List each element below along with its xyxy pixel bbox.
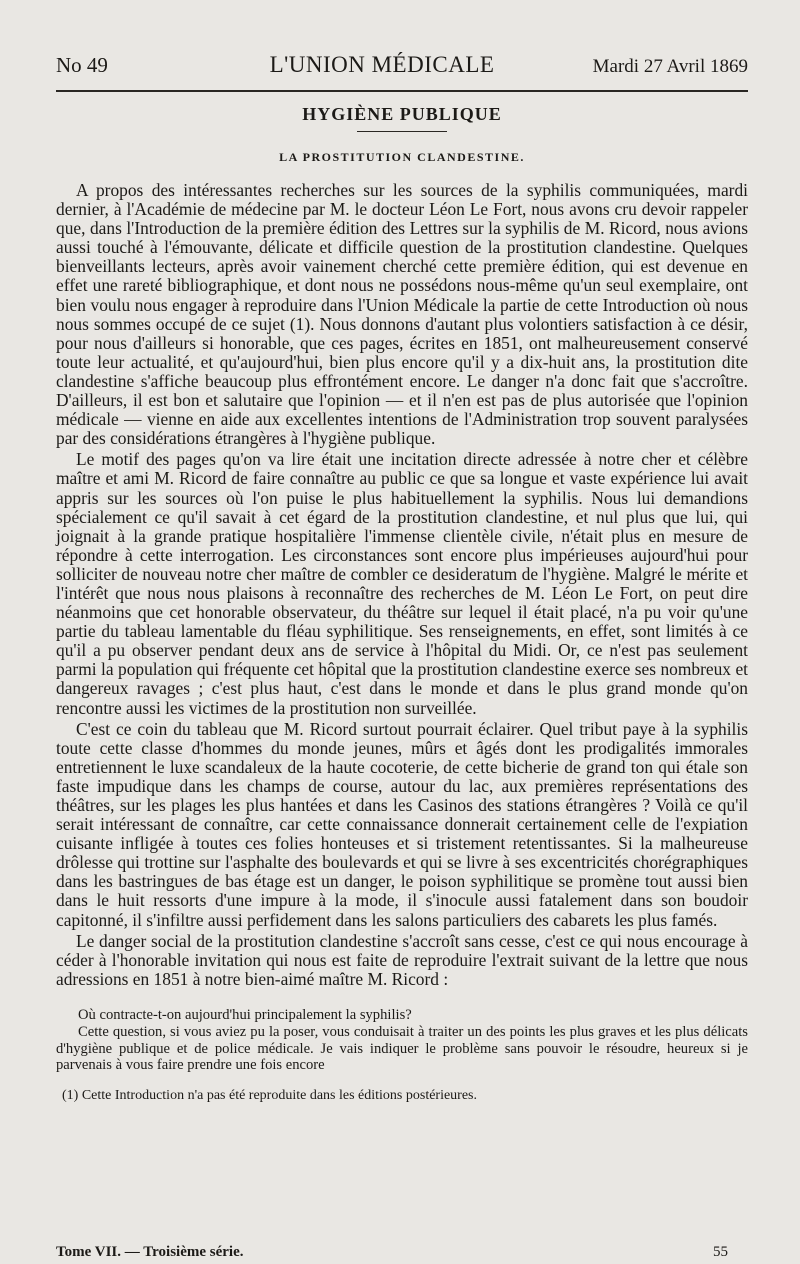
- paragraph: Le danger social de la prostitution clandestine s'accroît sans cesse, c'est ce qui nous encourage à céder à l'honorable invitation qui nous est faite de reproduire l'extrait suivant de la lettre que nous adressions en 1851 à notre bien-aimé maître M. Ricord :: [56, 930, 748, 989]
- page-footer: [0, 1244, 800, 1261]
- header-rule: [56, 90, 748, 92]
- letter-excerpt: [56, 1007, 748, 1074]
- paragraph: A propos des intéressantes recherches sur les sources de la syphilis communiquées, mardi dernier, à l'Académie de médecine par M. le docteur Léon Le Fort, nous avons cru devoir rappeler que, dans l'Introduction de la première édition des Lettres sur la syphilis de M. Ricord, nous avions aussi touché à l'émouvante, délicate et difficile question de la prostitution clandestine. Quelques bienveillants lecteurs, après avoir vainement cherché cette première édition, qui est devenue en effet une rareté bibliographique, et dont nous ne possédons nous-même qu'un seul exemplaire, ont bien voulu nous engager à reproduire dans l'Union Médicale la partie de cette Introduction où nous nous sommes occupé de ce sujet (1). Nous donnons d'autant plus volontiers satisfaction à ce désir, pour nous d'ailleurs si honorable, que ces pages, écrites en 1851, ont malheureusement conservé toute leur actualité, et qu'aujourd'hui, bien plus encore qu'il y a dix-huit ans, la prostitution dite clandestine s'affiche beaucoup plus effrontément encore. Le danger n'a donc fait que s'accroître. D'ailleurs, il est bon et salutaire que l'opinion — et il n'en est pas de plus autorisée que l'opinion médicale — vienne en aide aux excellentes intentions de l'Administration trop souvent paralysées par des considérations étrangères à l'hygiène publique.: [56, 180, 748, 449]
- letter-question: Où contracte-t-on aujourd'hui principalement la syphilis?: [78, 1006, 412, 1023]
- section-title: HYGIÈNE PUBLIQUE: [302, 104, 502, 124]
- article-title: LA PROSTITUTION CLANDESTINE.: [279, 150, 525, 164]
- page-number: 55: [713, 1244, 728, 1260]
- issue-date: Mardi 27 Avril 1869: [592, 56, 748, 77]
- article-body: [56, 181, 748, 989]
- issue-number: No 49: [56, 53, 108, 77]
- journal-title: L'UNION MÉDICALE: [269, 52, 495, 77]
- paragraph: C'est ce coin du tableau que M. Ricord surtout pourrait éclairer. Quel tribut paye à la syphilis toute cette classe d'hommes du monde jeunes, mûrs et âgés dont les prodigalités immorales entretiennent le luxe scandaleux de la haute cocoterie, de cette bicherie de grand ton qui étale son faste impudique dans les champs de course, autour du lac, aux premières représentations des théâtres, sur les plages les plus hantées et dans les Casinos des stations étrangères ? Voilà ce qu'il serait intéressant de connaître, car cette connaissance donnerait certainement celle de l'expiation cuisante infligée à toutes ces folies honteuses et si tristement retentissantes. Si la malheureuse drôlesse qui trottine sur l'asphalte des boulevards et qui se livre à ses excentricités chorégraphiques dans les bastringues de bas étage est un danger, le poison syphilitique se promène tout aussi bien dans le huit ressorts d'une impure à la mode, il s'inocule aussi fatalement dans son boudoir capitonné, il s'infiltre aussi perfidement dans les salons particuliers des cabarets les plus famés.: [56, 718, 748, 930]
- footnote: (1) Cette Introduction n'a pas été reproduite dans les éditions postérieures.: [62, 1088, 478, 1104]
- paragraph: Le motif des pages qu'on va lire était une incitation directe adressée à notre cher et célèbre maître et ami M. Ricord de faire connaître au public ce que sa longue et vaste expérience lui avait appris sur les sources où l'on puise le plus habituellement la syphilis. Nous lui demandions spécialement ce qu'il savait à cet égard de la prostitution clandestine, et nul plus que lui, qui joignait à la grande pratique hospitalière l'immense clientèle civile, n'était plus en mesure de répondre à cette interrogation. Les circonstances sont encore plus impérieuses aujourd'hui pour solliciter de nouveau notre cher maître de combler ce desideratum de l'hygiène. Malgré le mérite et l'intérêt que nous nous plaisons à reconnaître des recherches de M. Léon Le Fort, on peut dire néanmoins que cet honorable observateur, du théâtre sur lequel il était placé, n'a pu voir qu'une partie du tableau lamentable du fléau syphilitique. Ses renseignements, en effet, sont limités à ce qu'il a pu observer pendant deux ans de service à l'hôpital du Midi. Or, ce n'est pas seulement parmi la population qui fréquente cet hôpital que la prostitution clandestine exerce ses nombreux et dangereux ravages ; c'est plus haut, c'est dans le monde et dans le plus grand monde qu'on rencontre aussi les victimes de la prostitution non surveillée.: [56, 449, 748, 718]
- page-header: [56, 52, 748, 86]
- tome-label: Tome VII. — Troisième série.: [56, 1244, 244, 1260]
- section-rule: [357, 131, 447, 132]
- letter-paragraph: Cette question, si vous aviez pu la poser, vous conduisait à traiter un des points les plus graves et les plus délicats d'hygiène publique et de police médicale. Je vais indiquer le problème sans pouvoir le résoudre, heureux si je parvenais à vous faire prendre une fois encore: [56, 1023, 748, 1074]
